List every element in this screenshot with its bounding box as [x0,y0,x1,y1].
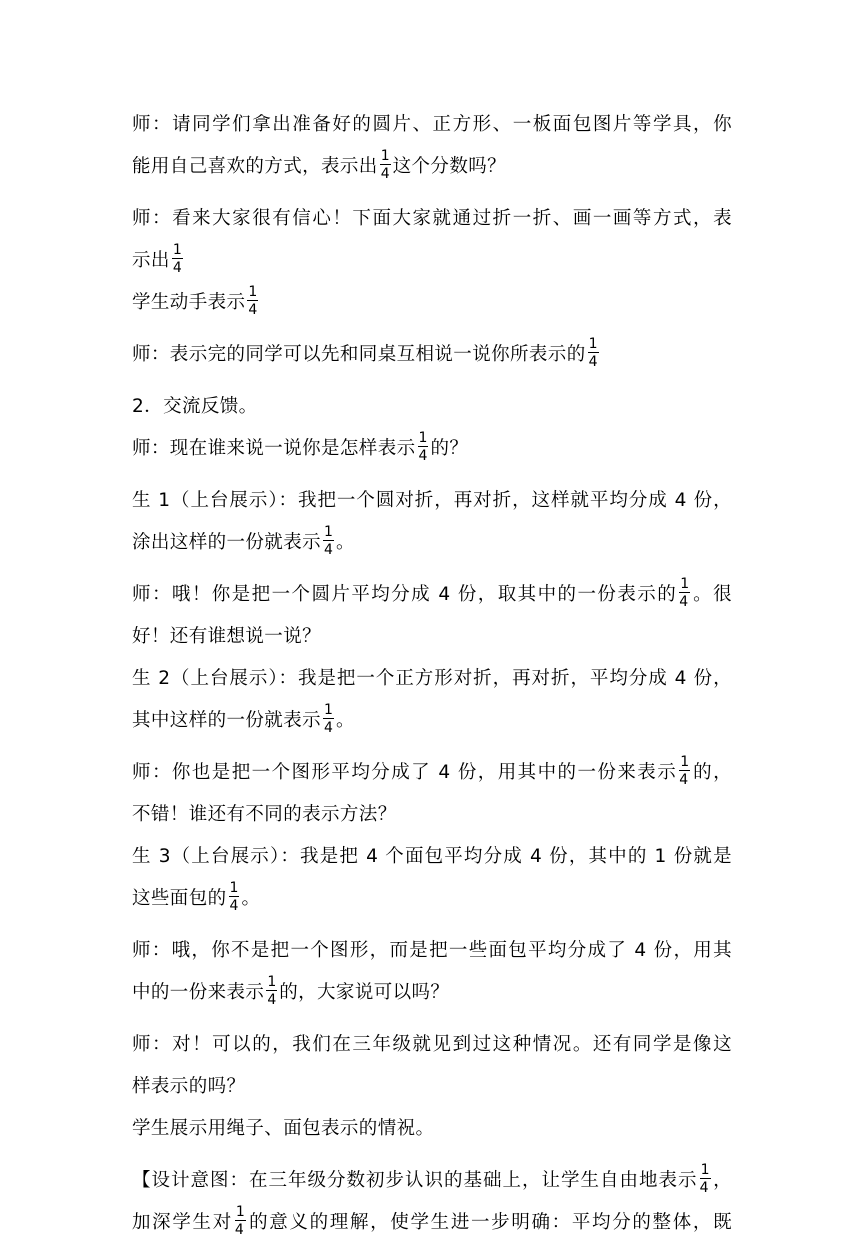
text-segment: 的，大家说可以吗？ [279,982,450,1003]
text-segment: 。 [335,710,355,731]
text-line [132,836,732,878]
text-segment: 师：哦，你不是把一个图形，而是把一些面包平均分成了 4 份，用其 [132,940,732,961]
fraction-numerator: 1 [324,702,333,718]
fraction-numerator: 1 [248,284,258,300]
text-line [132,146,732,188]
fraction-numerator: 1 [229,880,239,896]
fraction-denominator: 4 [234,1222,244,1238]
text-line [132,240,732,282]
text-segment: ， [712,1170,733,1191]
fraction-one-quarter [172,243,183,275]
fraction-one-quarter [380,149,391,181]
text-segment: 涂出这样的一份就表示 [132,532,322,553]
text-line [132,794,732,836]
paragraph [132,1024,732,1108]
fraction-one-quarter [679,755,690,787]
text-segment: 这个分数吗？ [392,156,507,177]
fraction-denominator: 4 [229,898,239,914]
text-segment: 生 3（上台展示）：我是把 4 个面包平均分成 4 份，其中的 1 份就是 [132,846,732,867]
fraction-one-quarter [588,337,599,369]
fraction-one-quarter [679,577,690,609]
fraction-denominator: 4 [679,772,689,788]
text-segment: 2．交流反馈。 [132,396,258,417]
fraction-numerator: 1 [267,974,277,990]
fraction-denominator: 4 [324,720,333,736]
fraction-denominator: 4 [267,992,277,1008]
paragraph [132,752,732,836]
fraction-numerator: 1 [680,754,690,770]
text-segment: 。 [335,532,355,553]
fraction-one-quarter [418,431,429,463]
fraction-numerator: 1 [588,336,598,352]
paragraph [132,930,732,1014]
fraction-denominator: 4 [588,354,598,370]
fraction-one-quarter [266,975,277,1007]
fraction-one-quarter [323,525,334,557]
text-segment: 的意义的理解，使学生进一步明确：平均分的整体，既 [247,1212,732,1233]
text-segment: 师：请同学们拿出准备好的圆片、正方形、一板面包图片等学具，你 [132,114,732,135]
fraction-denominator: 4 [172,260,182,276]
text-segment: 的？ [430,438,469,459]
text-segment: 能用自己喜欢的方式，表示出 [132,156,378,177]
text-segment: 其中这样的一份就表示 [132,710,322,731]
paragraph [132,428,732,470]
fraction-one-quarter [247,285,258,317]
text-segment: 。 [241,888,261,909]
fraction-one-quarter [229,881,240,913]
paragraph [132,480,732,564]
text-line [132,1108,732,1150]
text-segment: 【设计意图：在三年级分数初步认识的基础上，让学生自由地表示 [132,1170,698,1191]
text-line [132,1024,732,1066]
text-segment: 中的一份来表示 [132,982,265,1003]
fraction-one-quarter [235,1205,246,1237]
text-line [132,1066,732,1108]
text-segment: 师：对！可以的，我们在三年级就见到过这种情况。还有同学是像这 [132,1034,732,1055]
text-line [132,386,732,428]
text-line [132,574,732,616]
text-segment: 师：现在谁来说一说你是怎样表示 [132,438,416,459]
text-line [132,428,732,470]
text-line [132,878,732,920]
text-segment: 示出 [132,250,170,271]
fraction-numerator: 1 [380,148,390,164]
fraction-numerator: 1 [700,1162,710,1178]
text-segment: 加深学生对 [132,1212,233,1233]
text-line [132,930,732,972]
text-segment: 生 2（上台展示）：我是把一个正方形对折，再对折，平均分成 4 份， [132,668,732,689]
fraction-denominator: 4 [324,542,333,558]
fraction-denominator: 4 [699,1180,709,1196]
fraction-numerator: 1 [324,524,333,540]
fraction-one-quarter [323,703,334,735]
text-line [132,972,732,1014]
text-segment: 生 1（上台展示）：我把一个圆对折，再对折，这样就平均分成 4 份， [132,490,732,511]
paragraph [132,658,732,742]
text-line [132,658,732,700]
text-segment: 这些面包的 [132,888,227,909]
fraction-denominator: 4 [248,302,258,318]
paragraph [132,282,732,324]
text-line [132,104,732,146]
text-segment: 。很 [692,584,732,605]
paragraph [132,104,732,188]
text-line [132,198,732,240]
text-segment: 学生展示用绳子、面包表示的情祝。 [132,1118,435,1139]
fraction-one-quarter [700,1163,711,1195]
fraction-denominator: 4 [380,166,390,182]
paragraph [132,198,732,282]
text-line [132,752,732,794]
paragraph [132,574,732,658]
text-segment: 师：你也是把一个图形平均分成了 4 份，用其中的一份来表示 [132,762,678,783]
text-line [132,1202,732,1244]
fraction-denominator: 4 [418,448,428,464]
text-segment: 的， [692,762,732,783]
text-segment: 师：看来大家很有信心！下面大家就通过折一折、画一画等方式，表 [132,208,732,229]
text-line [132,282,732,324]
fraction-numerator: 1 [418,430,428,446]
text-segment: 学生动手表示 [132,292,246,313]
paragraph [132,1160,732,1244]
text-line [132,480,732,522]
paragraph [132,334,732,376]
text-line [132,522,732,564]
text-line [132,334,732,376]
text-segment: 师：哦！你是把一个圆片平均分成 4 份，取其中的一份表示的 [132,584,678,605]
fraction-numerator: 1 [235,1204,245,1220]
text-segment: 不错！谁还有不同的表示方法？ [132,804,397,825]
fraction-numerator: 1 [680,576,690,592]
text-line [132,616,732,658]
paragraph [132,386,732,428]
fraction-denominator: 4 [679,594,689,610]
paragraph [132,836,732,920]
text-segment: 样表示的吗？ [132,1076,246,1097]
text-line [132,700,732,742]
text-segment: 师：表示完的同学可以先和同桌互相说一说你所表示的 [132,344,586,365]
text-segment: 好！还有谁想说一说？ [132,626,322,647]
text-line [132,1160,732,1202]
paragraph [132,1108,732,1150]
lesson-text [132,104,732,1244]
fraction-numerator: 1 [172,242,182,258]
